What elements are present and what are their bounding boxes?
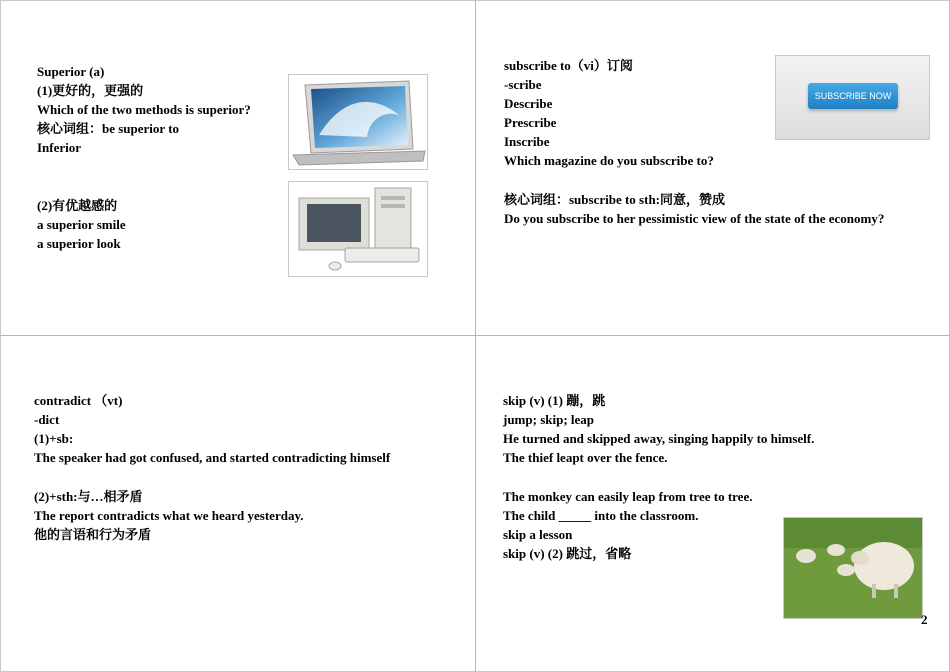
usage-line-2: (2)+sth:与…相矛盾 [34, 489, 143, 504]
example-line: The speaker had got confused, and started contradicting himself [34, 450, 391, 465]
desktop-illustration [289, 182, 427, 276]
laptop-illustration [289, 75, 427, 169]
page-number: 2 [921, 612, 928, 627]
translation-line: 他的言语和行为矛盾 [34, 527, 152, 542]
example-line-2: a superior smile [37, 217, 126, 232]
definition-line-2: skip (v) (2) 跳过，省略 [503, 546, 632, 561]
derived-word-inscribe: Inscribe [504, 134, 550, 149]
sheep-image [783, 517, 923, 619]
example-line: Which magazine do you subscribe to? [504, 153, 714, 168]
usage-line: (1)+sb: [34, 431, 74, 446]
definition-line-2: (2)有优越感的 [37, 198, 118, 213]
sheep-illustration [784, 518, 922, 618]
synonyms-line: jump; skip; leap [503, 412, 595, 427]
derived-word-describe: Describe [504, 96, 553, 111]
example-line: Which of the two methods is superior? [37, 102, 251, 117]
fill-blank-line: The child _____ into the classroom. [503, 508, 699, 523]
example-line-2: The thief leapt over the fence. [503, 450, 668, 465]
example-line-3: a superior look [37, 236, 121, 251]
desktop-computer-image [288, 181, 428, 277]
headword-superior: Superior (a) [37, 64, 105, 79]
example-line-2: Do you subscribe to her pessimistic view of the state of the economy? [504, 211, 885, 226]
example-line-3: The monkey can easily leap from tree to tree. [503, 489, 753, 504]
phrase-line: skip a lesson [503, 527, 573, 542]
headword-skip: skip (v) (1) 蹦，跳 [503, 393, 606, 408]
headword-contradict: contradict （vt) [34, 393, 123, 408]
laptop-image [288, 74, 428, 170]
derived-word-prescribe: Prescribe [504, 115, 557, 130]
example-line: He turned and skipped away, singing happily to himself. [503, 431, 815, 446]
definition-line: (1)更好的，更强的 [37, 83, 144, 98]
phrase-line: 核心词组：be superior to [37, 121, 180, 136]
horizontal-divider [0, 335, 950, 336]
root-line: -scribe [504, 77, 542, 92]
example-line-2: The report contradicts what we heard yesterday. [34, 508, 304, 523]
vertical-divider [475, 0, 476, 672]
headword-subscribe: subscribe to（vi）订阅 [504, 58, 633, 73]
subscribe-now-button: SUBSCRIBE NOW [808, 83, 898, 109]
panel-contradict [34, 393, 464, 593]
antonym-line: Inferior [37, 140, 82, 155]
subscribe-now-image [775, 55, 930, 140]
root-line: -dict [34, 412, 60, 427]
phrase-line: 核心词组：subscribe to sth:同意，赞成 [504, 192, 726, 207]
